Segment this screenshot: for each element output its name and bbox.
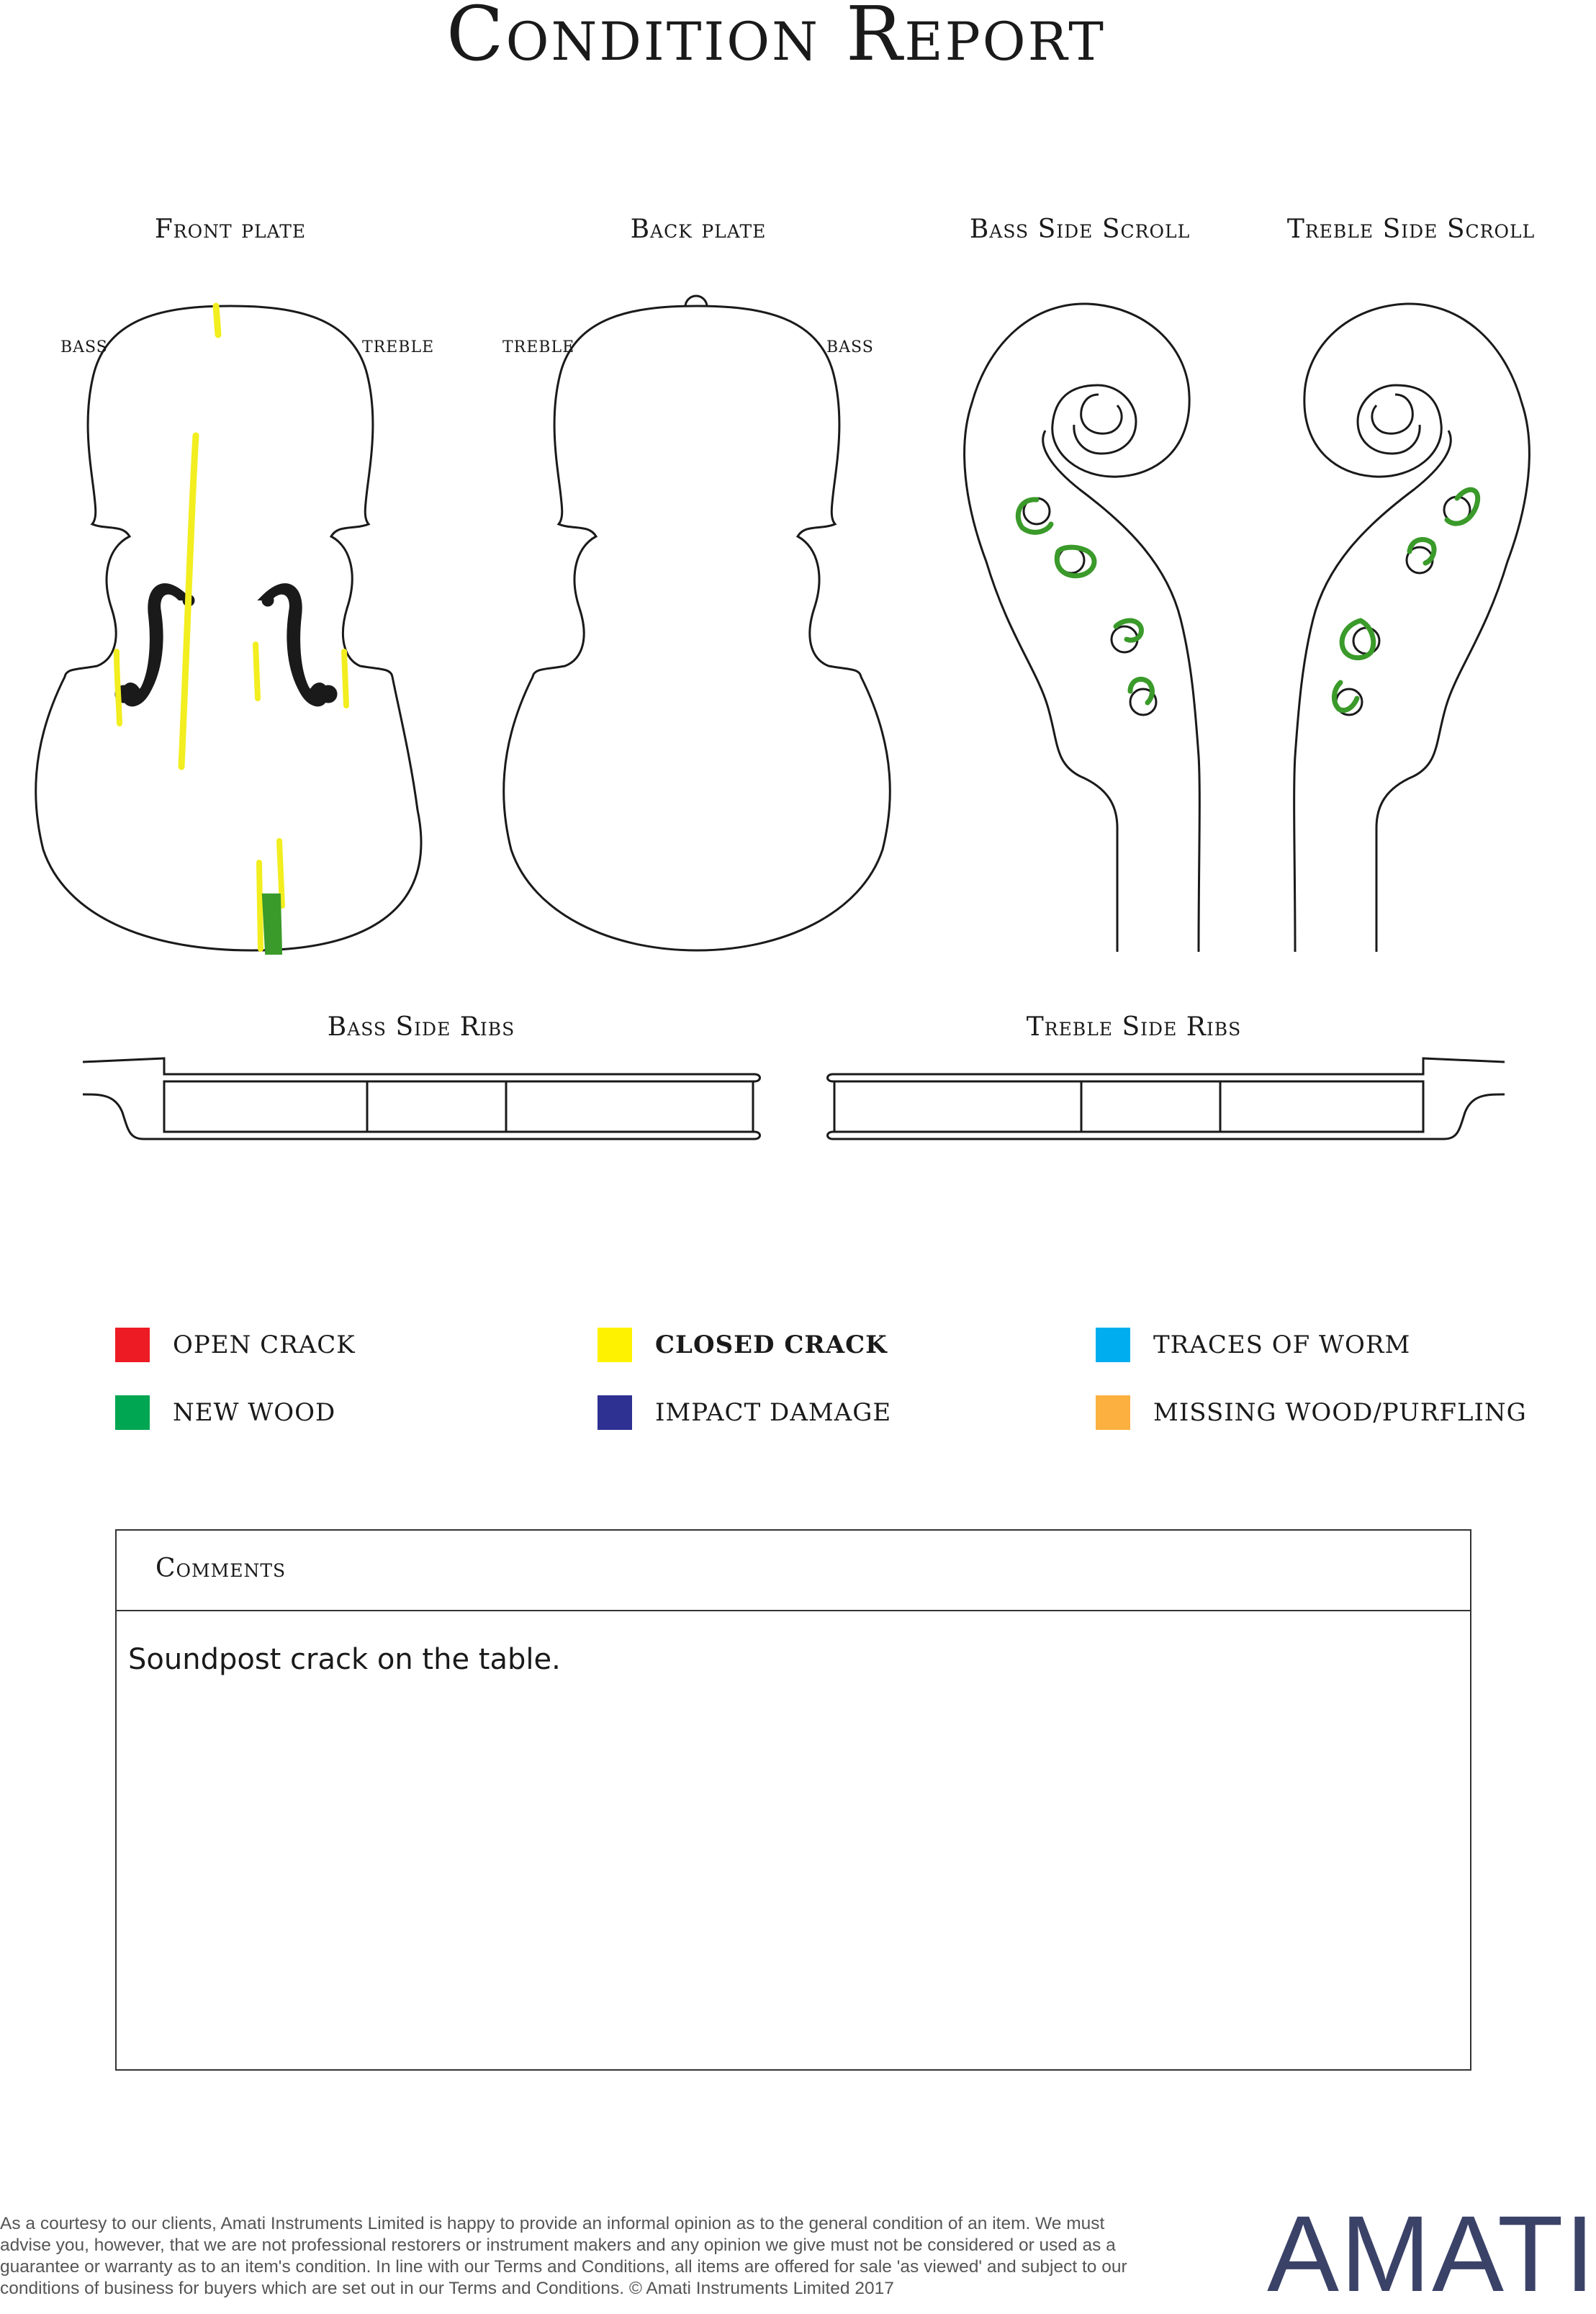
back-bass-label: BASS [826, 338, 874, 356]
f-holes [115, 586, 337, 703]
amati-logo: AMATI [1267, 2193, 1596, 2314]
back-plate-title: Back plate [630, 215, 767, 244]
treble-side-scroll-outline [1294, 304, 1530, 952]
open-crack-swatch [115, 1328, 150, 1362]
legend-label: IMPACT DAMAGE [655, 1398, 892, 1427]
legend-closed-crack [598, 1327, 888, 1363]
front-plate-outline [36, 306, 421, 950]
new-wood-swatch [115, 1395, 150, 1430]
traces-of-worm-swatch [1096, 1328, 1130, 1362]
impact-damage-swatch [598, 1395, 632, 1430]
disclaimer: As a courtesy to our clients, Amati Instruments Limited is happy to provide an informal opinion as to the general condition of an item. We must advise you, however, that we are not professional restorers or instrument makers and any opinion we give must not be considered or used as a guarantee or warranty as to an item's condition. In line with our Terms and Conditions, all items are offered for sale 'as viewed' and subject to our conditions of business for buyers which are set out in our Terms and Conditions. © Amati Instruments Limited 2017 [0, 2214, 1127, 2298]
legend-label: MISSING WOOD/PURFLING [1153, 1398, 1527, 1427]
legend-label: CLOSED CRACK [655, 1331, 888, 1359]
bass-side-ribs-title: Bass Side Ribs [327, 1012, 515, 1042]
front-bass-label: BASS [60, 338, 108, 356]
comments-header: Comments [117, 1531, 1470, 1611]
treble-side-ribs-title: Treble Side Ribs [1026, 1012, 1242, 1042]
back-plate-outline [504, 296, 891, 950]
treble-side-ribs-outline [828, 1058, 1505, 1139]
bass-scroll-new-wood [1018, 500, 1152, 703]
legend-label: TRACES OF WORM [1153, 1331, 1411, 1359]
legend-new-wood [115, 1395, 335, 1431]
legend-traces-of-worm [1096, 1327, 1410, 1363]
legend-missing-wood [1096, 1395, 1527, 1431]
legend-open-crack [115, 1327, 356, 1363]
back-treble-label: TREBLE [502, 338, 575, 356]
treble-side-scroll-title: Treble Side Scroll [1286, 215, 1536, 244]
page-title: Condition Report [446, 0, 1106, 78]
legend-label: NEW WOOD [173, 1398, 336, 1427]
comments-box [115, 1529, 1471, 2071]
comments-text: Soundpost crack on the table. [128, 1643, 561, 1676]
legend-impact-damage [598, 1395, 891, 1431]
bass-side-scroll-outline [965, 304, 1200, 952]
legend-label: OPEN CRACK [173, 1331, 356, 1359]
bass-side-ribs-outline [83, 1058, 760, 1139]
treble-scroll-new-wood [1334, 490, 1477, 710]
front-plate-title: Front plate [154, 215, 307, 244]
front-treble-label: TREBLE [362, 338, 435, 356]
bass-side-scroll-title: Bass Side Scroll [969, 215, 1191, 244]
missing-wood-swatch [1096, 1395, 1130, 1430]
closed-crack-swatch [598, 1328, 632, 1362]
